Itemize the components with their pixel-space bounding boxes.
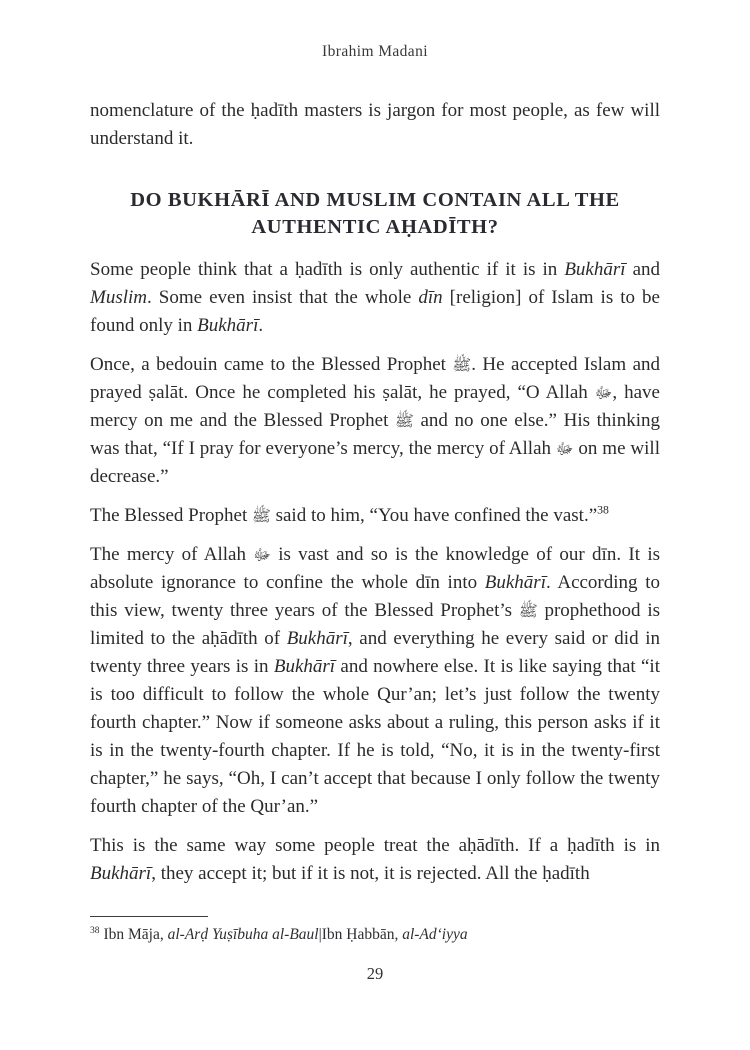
honorific-glyph: ﷺ: [452, 356, 472, 374]
honorific-glyph: ﷻ: [594, 384, 613, 402]
honorific-glyph: ﷻ: [253, 546, 271, 564]
paragraph: Some people think that a ḥadīth is only authentic if it is in Bukhārī and Muslim. Some even insist that the whole dīn [religion] of Islam is to be found only in Bukhārī.: [90, 259, 660, 336]
honorific-glyph: ﷻ: [555, 440, 574, 458]
paragraph: This is the same way some people treat the aḥādīth. If a ḥadīth is in Bukhārī, they accept it; but if it is not, it is rejected. All the ḥadīth: [90, 835, 660, 884]
paragraph: The mercy of Allah ﷻ is vast and so is the knowledge of our dīn. It is absolute ignorance to confine the whole dīn into Bukhārī. According to this view, twenty three years of the Blessed Prophet’s ﷺ prophethood is limited to the aḥādīth of Bukhārī, and everything he every said or did in twenty three years is in Bukhārī and nowhere else. It is like saying that “it is too difficult to follow the whole Qur’an; let’s just follow the twenty fourth chapter.” Now if someone asks about a ruling, this person asks if it is in the twenty-fourth chapter. If he is told, “No, it is in the twenty-first chapter,” he says, “Oh, I can’t accept that because I only follow the twenty fourth chapter of the Qur’an.”: [90, 544, 660, 817]
running-header: Ibrahim Madani: [322, 43, 428, 60]
honorific-glyph: ﷺ: [518, 602, 538, 620]
page-number: 29: [366, 964, 384, 983]
paragraph: Once, a bedouin came to the Blessed Prophet ﷺ. He accepted Islam and prayed ṣalāt. Once he completed his ṣalāt, he prayed, “O Allah ﷻ, have mercy on me and the Blessed Prophet ﷺ and no one else.” His thinking was that, “If I pray for everyone’s mercy, the mercy of Allah ﷻ on me will decrease.”: [90, 354, 660, 487]
text-block: [90, 97, 660, 899]
footnote-text: $^{38}$ Ibn Māja, al-Arḍ Yuṣībuha al-Baul|Ibn Ḥabbān, al-Ad‘iyya: [90, 924, 468, 943]
section-heading: DO BUKHĀRĪ AND MUSLIM CONTAIN ALL THE AUTHENTIC AḤADĪTH?: [130, 189, 620, 238]
footnote-rule: [90, 916, 208, 917]
honorific-glyph: ﷺ: [252, 507, 271, 525]
honorific-glyph: ﷺ: [395, 412, 414, 430]
intro-paragraph: nomenclature of the ḥadīth masters is jargon for most people, as few will understand it.: [90, 100, 660, 149]
footnote-block: [90, 916, 660, 945]
paragraph: The Blessed Prophet ﷺ said to him, “You have confined the vast.”$^{38}$: [90, 503, 609, 526]
